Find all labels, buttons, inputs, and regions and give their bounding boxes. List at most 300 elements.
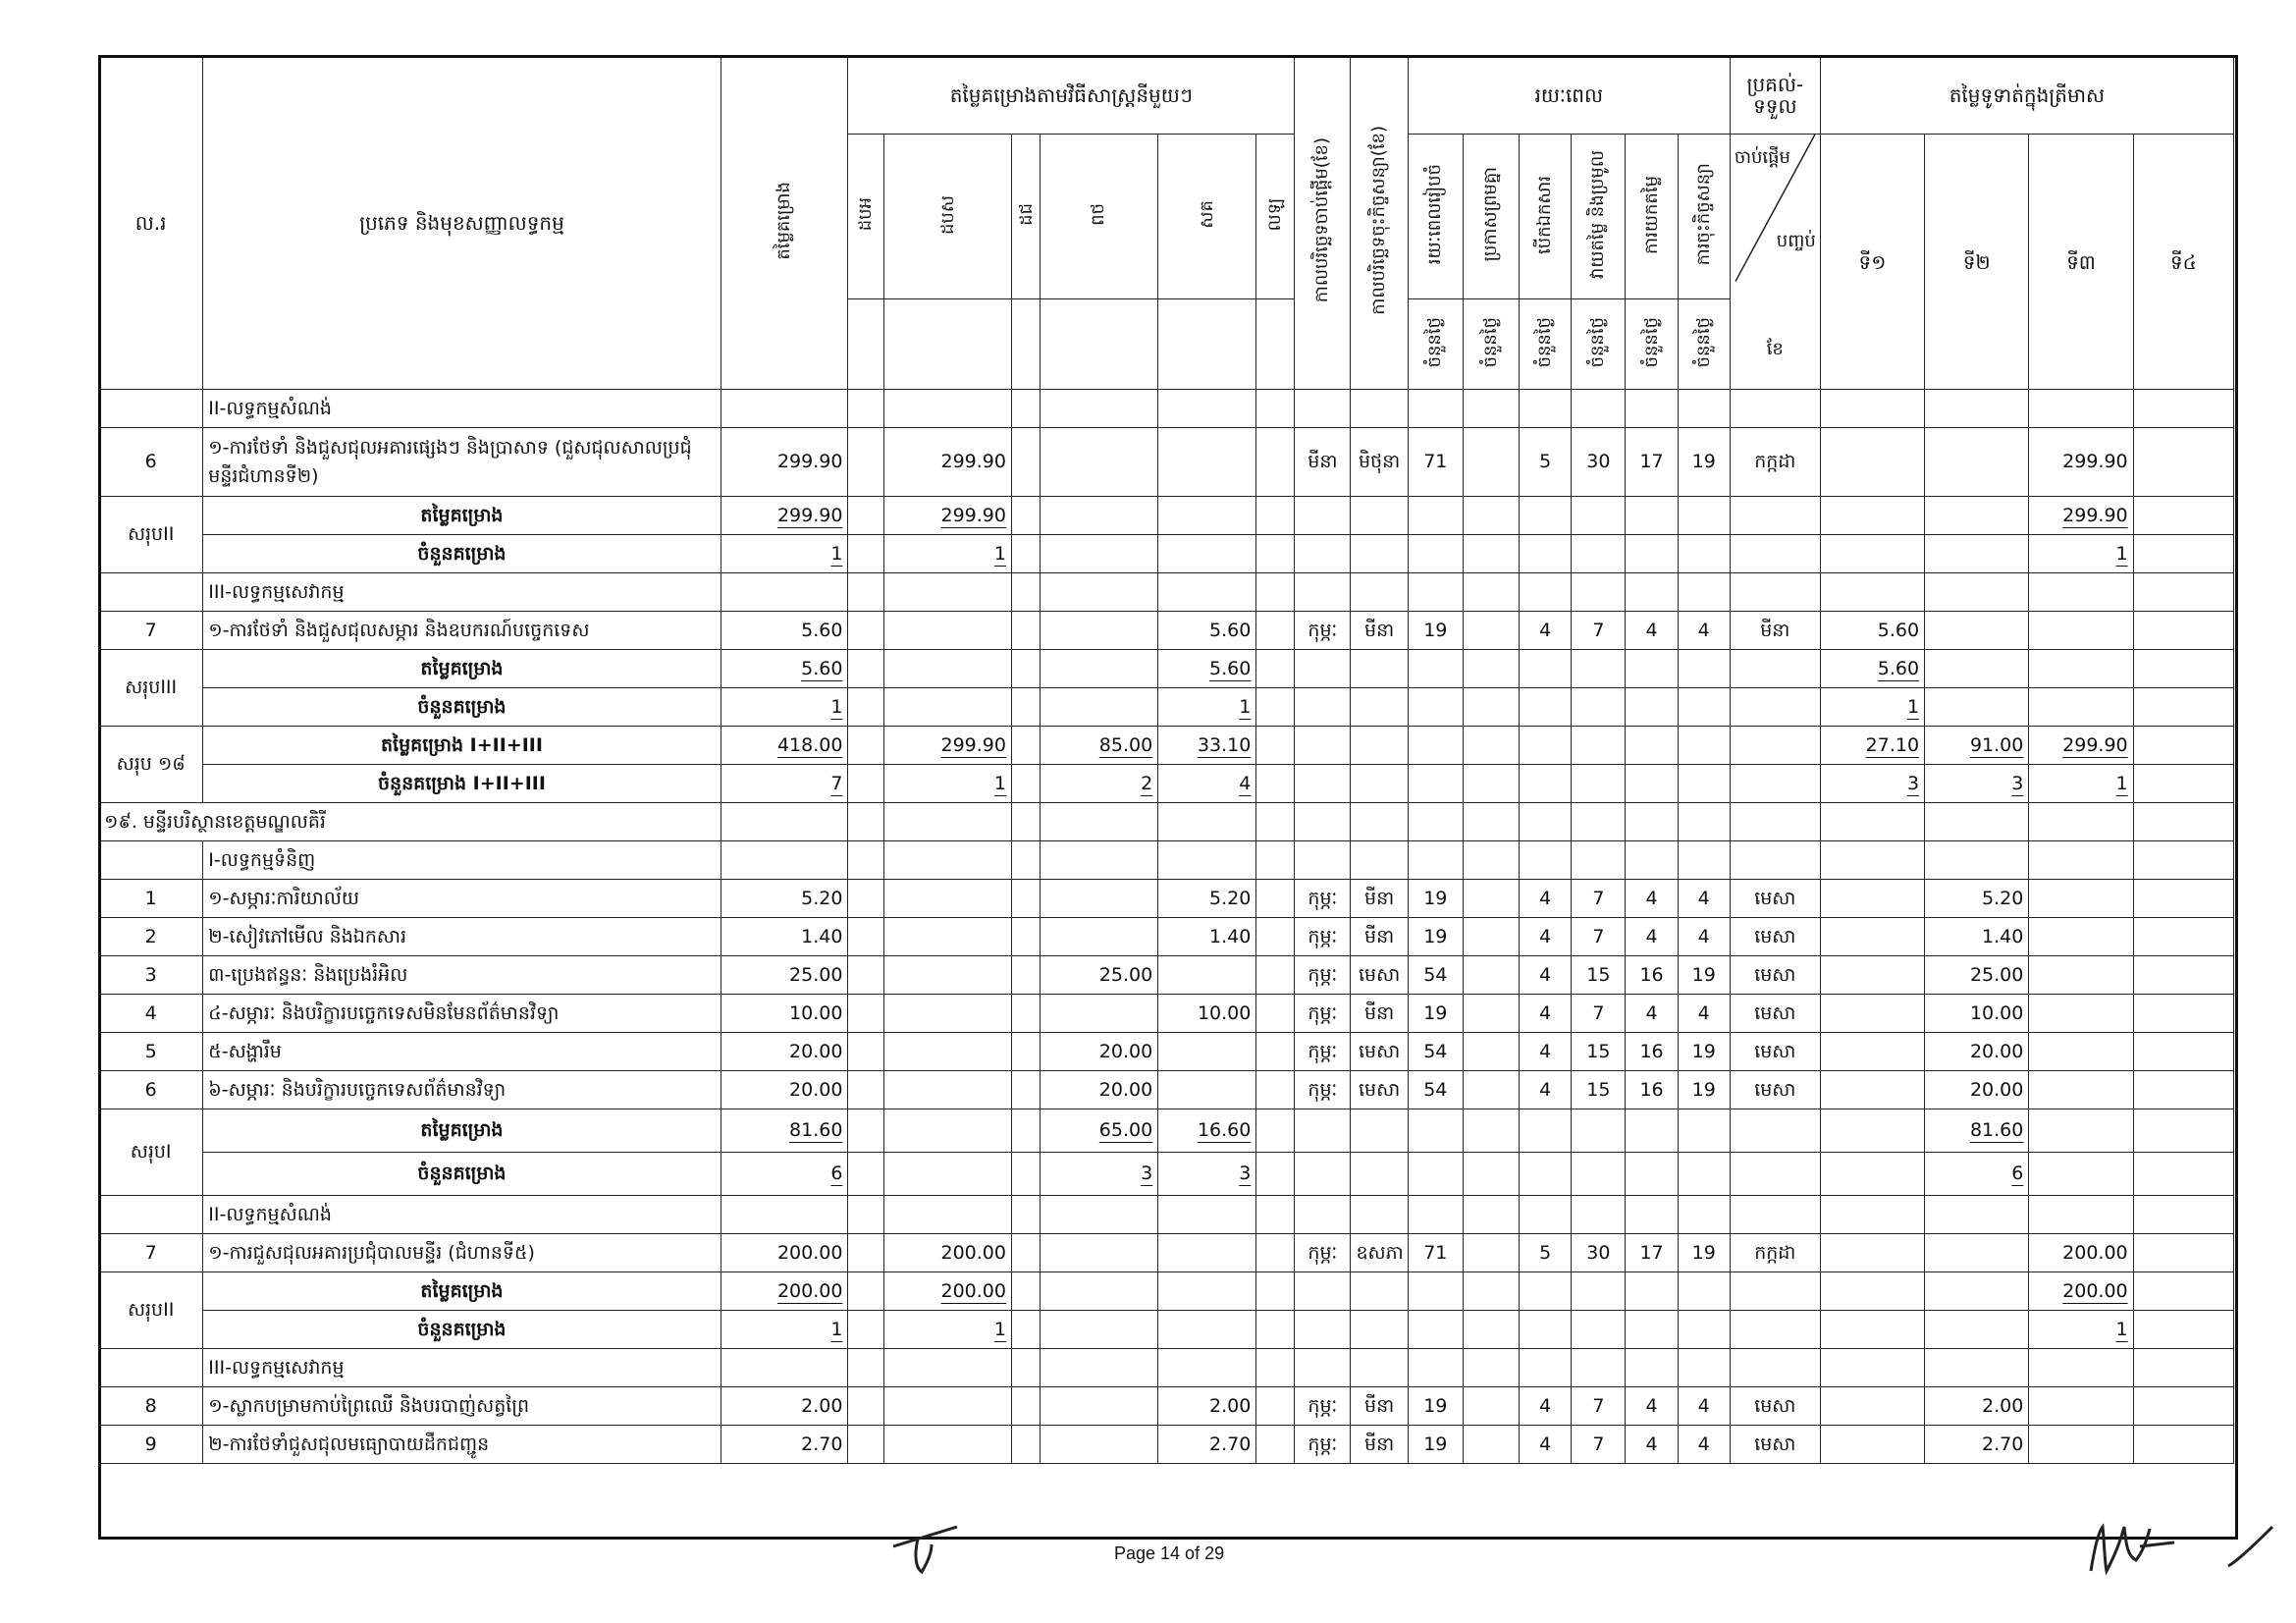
header-method-ll-sub <box>1256 299 1295 390</box>
row-q2: 2.70 <box>1925 1426 2029 1464</box>
row-duration-d1: 19 <box>1408 612 1463 650</box>
subtotal-q1-value: 3 <box>1906 772 1920 794</box>
subtotal-method-sk-value: 1 <box>1239 695 1252 718</box>
row-method-dj <box>1011 1234 1040 1272</box>
row-method-dbs <box>884 1033 1012 1071</box>
header-dur-contract: ការចុះកិច្ចសន្យា <box>1678 135 1730 299</box>
subtotal-estimate-value: 1 <box>830 695 843 718</box>
empty-cell <box>1520 765 1572 803</box>
row-duration-d5: 4 <box>1626 918 1678 956</box>
empty-cell <box>848 573 884 612</box>
empty-cell <box>2133 390 2233 428</box>
row-duration-d5: 16 <box>1626 1071 1678 1109</box>
subtotal-q1-value: 1 <box>1906 695 1920 718</box>
empty-cell <box>1730 1153 1820 1196</box>
row-duration-d4: 30 <box>1572 428 1626 497</box>
row-duration-d4: 15 <box>1572 956 1626 995</box>
empty-cell <box>1256 1349 1295 1387</box>
section-title: I-លទ្ធកម្មទំនិញ <box>203 841 721 880</box>
empty-cell <box>1408 390 1463 428</box>
empty-cell <box>1520 650 1572 688</box>
header-method-dbs: ដបស <box>884 135 1012 299</box>
empty-cell <box>1678 765 1730 803</box>
empty-cell <box>1463 1272 1519 1311</box>
row-duration-d3: 4 <box>1520 995 1572 1033</box>
empty-cell <box>848 1196 884 1234</box>
empty-cell <box>1408 688 1463 727</box>
procurement-table <box>98 55 2234 1464</box>
subtotal-method-sk <box>1158 535 1256 573</box>
empty-cell <box>721 573 848 612</box>
row-method-sk <box>1158 1033 1256 1071</box>
empty-cell <box>2029 1196 2133 1234</box>
section-title: III-លទ្ធកម្មសេវាកម្ម <box>203 573 721 612</box>
header-delivery-diagonal <box>1730 135 1820 390</box>
empty-cell <box>1408 1311 1463 1349</box>
subtotal-estimate <box>721 688 848 727</box>
empty-cell <box>1463 1196 1519 1234</box>
subtotal-method-pt <box>1040 1109 1158 1153</box>
row-estimate: 20.00 <box>721 1071 848 1109</box>
subtotal-value-row <box>99 727 2234 765</box>
subtotal-method-dbs-value: 1 <box>993 1318 1006 1340</box>
empty-cell <box>1678 803 1730 841</box>
row-method-dbs <box>884 918 1012 956</box>
row-method-pt <box>1040 428 1158 497</box>
table-row <box>99 1234 2234 1272</box>
subtotal-method-dbs-value: 1 <box>993 772 1006 794</box>
empty-cell <box>1351 803 1408 841</box>
empty-cell <box>1256 535 1295 573</box>
empty-cell <box>1256 1109 1295 1153</box>
empty-cell <box>1351 1109 1408 1153</box>
empty-cell <box>1040 1196 1158 1234</box>
row-q2 <box>1925 612 2029 650</box>
subtotal-q4 <box>2133 497 2233 535</box>
row-method-dj <box>1011 880 1040 918</box>
table-row <box>99 612 2234 650</box>
row-description: ២-ការថែទាំជួសជុលមធ្យោបាយដឹកជញ្ជូន <box>203 1426 721 1464</box>
row-duration-d6: 4 <box>1678 612 1730 650</box>
empty-cell <box>1011 390 1040 428</box>
empty-cell <box>1256 803 1295 841</box>
row-duration-d2 <box>1463 1234 1519 1272</box>
subtotal-count-row <box>99 535 2234 573</box>
subtotal-method-sk-value: 16.60 <box>1197 1119 1252 1142</box>
row-contract-month: មីនា <box>1351 880 1408 918</box>
empty-cell <box>1463 841 1519 880</box>
row-contract-month: មេសា <box>1351 1033 1408 1071</box>
row-duration-d2 <box>1463 428 1519 497</box>
subtotal-value-row <box>99 1109 2234 1153</box>
row-method-pt <box>1040 880 1158 918</box>
row-method-ll <box>1256 1387 1295 1426</box>
table-row <box>99 428 2234 497</box>
row-method-dbor <box>848 612 884 650</box>
empty-cell <box>1463 688 1519 727</box>
empty-cell <box>1295 497 1351 535</box>
subtotal-q3 <box>2029 497 2133 535</box>
row-method-dbs <box>884 612 1012 650</box>
subtotal-method-pt <box>1040 1153 1158 1196</box>
subtotal-estimate-value: 200.00 <box>776 1279 843 1302</box>
subtotal-method-pt-value: 85.00 <box>1098 733 1153 756</box>
row-duration-d5: 16 <box>1626 1033 1678 1071</box>
row-q2: 1.40 <box>1925 918 2029 956</box>
subtotal-method-sk <box>1158 1109 1256 1153</box>
empty-cell <box>1520 497 1572 535</box>
empty-cell <box>1626 727 1678 765</box>
row-q4 <box>2133 1234 2233 1272</box>
subtotal-estimate <box>721 497 848 535</box>
row-duration-d5: 4 <box>1626 1387 1678 1426</box>
row-method-dj <box>1011 956 1040 995</box>
row-estimate: 2.00 <box>721 1387 848 1426</box>
row-delivery-month: មេសា <box>1730 995 1820 1033</box>
empty-cell <box>1572 573 1626 612</box>
row-no: 3 <box>99 956 203 995</box>
empty-cell <box>1520 803 1572 841</box>
subtotal-estimate <box>721 1311 848 1349</box>
empty-cell <box>1925 841 2029 880</box>
subtotal-method-dbs <box>884 1153 1012 1196</box>
empty-cell <box>884 1349 1012 1387</box>
subtotal-method-sk <box>1158 765 1256 803</box>
empty-cell <box>1626 1272 1678 1311</box>
row-method-sk <box>1158 1234 1256 1272</box>
row-method-dbs <box>884 956 1012 995</box>
row-duration-d2 <box>1463 956 1519 995</box>
empty-cell <box>2029 841 2133 880</box>
row-q4 <box>2133 956 2233 995</box>
row-estimate: 200.00 <box>721 1234 848 1272</box>
row-q2: 5.20 <box>1925 880 2029 918</box>
row-duration-d3: 4 <box>1520 1033 1572 1071</box>
subtotal-method-dbor <box>848 497 884 535</box>
empty-cell <box>1820 1349 1924 1387</box>
header-method-sk-sub <box>1158 299 1256 390</box>
empty-cell <box>1520 573 1572 612</box>
row-duration-d6: 4 <box>1678 1426 1730 1464</box>
subtotal-caption: តម្លៃគម្រោង <box>203 497 721 535</box>
empty-cell <box>1256 573 1295 612</box>
row-q1 <box>1820 880 1924 918</box>
empty-cell <box>1295 727 1351 765</box>
row-method-dbor <box>848 1387 884 1426</box>
empty-cell <box>1820 803 1924 841</box>
empty-cell <box>1463 1153 1519 1196</box>
empty-cell <box>1408 803 1463 841</box>
subtotal-method-dbor <box>848 688 884 727</box>
row-method-ll <box>1256 918 1295 956</box>
row-duration-d1: 19 <box>1408 1387 1463 1426</box>
subtotal-q2 <box>1925 1109 2029 1153</box>
subtotal-method-dbor <box>848 1153 884 1196</box>
empty-cell <box>1408 650 1463 688</box>
header-method-dbs-sub <box>884 299 1012 390</box>
row-method-dbor <box>848 918 884 956</box>
empty-cell <box>1626 573 1678 612</box>
row-method-dj <box>1011 918 1040 956</box>
row-contract-month: មីនា <box>1351 1387 1408 1426</box>
subtotal-count-row <box>99 1311 2234 1349</box>
row-duration-d3: 4 <box>1520 956 1572 995</box>
header-days-6: ចំនួនថ្ងៃ <box>1678 299 1730 390</box>
header-days-1: ចំនួនថ្ងៃ <box>1408 299 1463 390</box>
empty-cell <box>1408 1109 1463 1153</box>
header-days-3: ចំនួនថ្ងៃ <box>1520 299 1572 390</box>
empty-cell <box>1520 1349 1572 1387</box>
table-row <box>99 956 2234 995</box>
row-no: 9 <box>99 1426 203 1464</box>
empty-cell <box>1295 390 1351 428</box>
empty-cell <box>1626 765 1678 803</box>
row-start-month: កុម្ភៈ <box>1295 1387 1351 1426</box>
empty-cell <box>2029 803 2133 841</box>
row-duration-d4: 7 <box>1572 918 1626 956</box>
empty-cell <box>1678 535 1730 573</box>
subtotal-q3 <box>2029 1311 2133 1349</box>
empty-cell <box>1626 497 1678 535</box>
empty-cell <box>1678 497 1730 535</box>
row-duration-d3: 5 <box>1520 1234 1572 1272</box>
empty-cell <box>1351 390 1408 428</box>
initials-signature-right <box>2081 1517 2277 1586</box>
row-method-sk: 5.60 <box>1158 612 1256 650</box>
empty-cell <box>1520 390 1572 428</box>
subtotal-q1 <box>1820 1153 1924 1196</box>
row-method-dbor <box>848 1234 884 1272</box>
row-method-sk: 10.00 <box>1158 995 1256 1033</box>
row-method-ll <box>1256 1426 1295 1464</box>
procurement-plan-sheet <box>98 55 2234 1534</box>
row-method-dbor <box>848 956 884 995</box>
subtotal-estimate <box>721 765 848 803</box>
subtotal-q2 <box>1925 727 2029 765</box>
subtotal-q4 <box>2133 727 2233 765</box>
empty-cell <box>1730 841 1820 880</box>
header-method-pt-sub <box>1040 299 1158 390</box>
row-no: 2 <box>99 918 203 956</box>
empty-cell <box>848 390 884 428</box>
empty-cell <box>1820 573 1924 612</box>
row-duration-d4: 7 <box>1572 1426 1626 1464</box>
row-delivery-month: មេសា <box>1730 1426 1820 1464</box>
empty-cell <box>1295 1109 1351 1153</box>
row-q3 <box>2029 1071 2133 1109</box>
empty-no <box>99 1196 203 1234</box>
subtotal-q3 <box>2029 1272 2133 1311</box>
row-q3 <box>2029 1387 2133 1426</box>
empty-cell <box>1011 841 1040 880</box>
row-duration-d1: 54 <box>1408 956 1463 995</box>
subtotal-method-sk <box>1158 650 1256 688</box>
row-duration-d2 <box>1463 1387 1519 1426</box>
subtotal-caption: តម្លៃគម្រោង I+II+III <box>203 727 721 765</box>
subtotal-q2 <box>1925 765 2029 803</box>
empty-cell <box>1572 1311 1626 1349</box>
empty-cell <box>1295 803 1351 841</box>
row-method-dj <box>1011 1033 1040 1071</box>
subtotal-q1 <box>1820 1272 1924 1311</box>
row-duration-d4: 30 <box>1572 1234 1626 1272</box>
empty-cell <box>1730 688 1820 727</box>
subtotal-q4 <box>2133 1109 2233 1153</box>
row-duration-d1: 54 <box>1408 1033 1463 1071</box>
row-description: ១-ការថែទាំ និងជួសជុលសម្ភារ និងឧបករណ៍បច្ចេកទេស <box>203 612 721 650</box>
header-delivery: ប្រគល់-ទទួល <box>1730 56 1820 135</box>
row-q2 <box>1925 428 2029 497</box>
empty-cell <box>1158 803 1256 841</box>
empty-cell <box>1463 535 1519 573</box>
subtotal-method-dj <box>1011 497 1040 535</box>
subtotal-estimate-value: 299.90 <box>776 504 843 526</box>
row-description: ១-ការថែទាំ និងជួសជុលអគារផ្សេងៗ និងប្រាសាទ (ជួសជុលសាលប្រជុំមន្ទីរជំហានទី២) <box>203 428 721 497</box>
header-method-dbor-sub <box>848 299 884 390</box>
empty-cell <box>1408 841 1463 880</box>
empty-cell <box>1351 1153 1408 1196</box>
row-q4 <box>2133 1426 2233 1464</box>
subtotal-q3 <box>2029 650 2133 688</box>
row-q1 <box>1820 1234 1924 1272</box>
row-q1 <box>1820 918 1924 956</box>
subtotal-q1-value: 27.10 <box>1865 733 1920 756</box>
empty-cell <box>1520 1109 1572 1153</box>
row-delivery-month: មេសា <box>1730 880 1820 918</box>
row-delivery-month: មេសា <box>1730 1387 1820 1426</box>
subtotal-estimate <box>721 1153 848 1196</box>
row-no: 6 <box>99 428 203 497</box>
subtotal-q1 <box>1820 727 1924 765</box>
subtotal-method-dbs <box>884 727 1012 765</box>
empty-cell <box>1572 497 1626 535</box>
subtotal-q2 <box>1925 535 2029 573</box>
header-estimate: តម្លៃគម្រោង <box>721 56 848 390</box>
header-start-month: កាលបរិច្ឆេទចាប់ផ្តើម(ខែ) <box>1295 56 1351 390</box>
row-start-month: កុម្ភៈ <box>1295 956 1351 995</box>
subtotal-q4 <box>2133 1272 2233 1311</box>
subtotal-method-pt-value: 65.00 <box>1098 1119 1153 1142</box>
empty-cell <box>2029 573 2133 612</box>
empty-cell <box>1626 535 1678 573</box>
empty-cell <box>1626 1311 1678 1349</box>
subtotal-q2-value: 3 <box>2011 772 2024 794</box>
row-method-sk: 1.40 <box>1158 918 1256 956</box>
header-dur-price: ការយកតម្លៃ <box>1626 135 1678 299</box>
subtotal-q3 <box>2029 1153 2133 1196</box>
empty-cell <box>848 841 884 880</box>
subtotal-q4 <box>2133 765 2233 803</box>
empty-cell <box>2133 803 2233 841</box>
row-no: 7 <box>99 1234 203 1272</box>
row-no: 7 <box>99 612 203 650</box>
empty-cell <box>1256 1272 1295 1311</box>
empty-cell <box>1925 573 2029 612</box>
subtotal-estimate-value: 5.60 <box>801 657 843 679</box>
subtotal-q4 <box>2133 688 2233 727</box>
row-contract-month: មិថុនា <box>1351 428 1408 497</box>
row-method-pt <box>1040 1234 1158 1272</box>
row-contract-month: ឧសភា <box>1351 1234 1408 1272</box>
subtotal-method-pt <box>1040 1272 1158 1311</box>
row-q3 <box>2029 1426 2133 1464</box>
subtotal-label: សរុបII <box>99 1272 203 1349</box>
row-method-pt <box>1040 1387 1158 1426</box>
subtotal-value-row <box>99 650 2234 688</box>
row-method-sk <box>1158 956 1256 995</box>
row-method-dbs <box>884 1071 1012 1109</box>
row-duration-d1: 54 <box>1408 1071 1463 1109</box>
row-duration-d6: 19 <box>1678 1234 1730 1272</box>
row-method-sk: 2.70 <box>1158 1426 1256 1464</box>
row-method-sk: 5.20 <box>1158 880 1256 918</box>
subtotal-caption: ចំនួនគម្រោង <box>203 688 721 727</box>
row-duration-d3: 4 <box>1520 1387 1572 1426</box>
subtotal-caption: ចំនួនគម្រោង <box>203 535 721 573</box>
subtotal-count-row <box>99 765 2234 803</box>
row-description: ៤-សម្ភារៈ និងបរិក្ខារបច្ចេកទេសមិនមែនព័ត៌មានវិទ្យា <box>203 995 721 1033</box>
subtotal-method-dbs <box>884 650 1012 688</box>
subtotal-method-sk <box>1158 497 1256 535</box>
subtotal-label: សរុប ១៨ <box>99 727 203 803</box>
empty-cell <box>2133 573 2233 612</box>
empty-cell <box>1408 1272 1463 1311</box>
empty-cell <box>1158 390 1256 428</box>
row-q1 <box>1820 956 1924 995</box>
subtotal-estimate-value: 418.00 <box>776 733 843 756</box>
row-duration-d4: 7 <box>1572 995 1626 1033</box>
empty-cell <box>2029 390 2133 428</box>
row-q4 <box>2133 995 2233 1033</box>
empty-cell <box>1572 535 1626 573</box>
subtotal-q3-value: 1 <box>2115 1318 2128 1340</box>
subtotal-q3-value: 1 <box>2115 772 2128 794</box>
row-duration-d4: 7 <box>1572 612 1626 650</box>
table-row <box>99 1033 2234 1071</box>
header-q2: ទី២ <box>1925 135 2029 390</box>
row-duration-d5: 4 <box>1626 880 1678 918</box>
row-q1 <box>1820 428 1924 497</box>
empty-cell <box>1678 1153 1730 1196</box>
subtotal-caption: ចំនួនគម្រោង I+II+III <box>203 765 721 803</box>
row-duration-d1: 19 <box>1408 995 1463 1033</box>
ministry-title: ១៩. មន្ទីរបរិស្ថានខេត្តមណ្ឌលគិរី <box>99 803 721 841</box>
row-method-pt <box>1040 1426 1158 1464</box>
row-method-ll <box>1256 612 1295 650</box>
empty-cell <box>1351 841 1408 880</box>
subtotal-q4 <box>2133 1311 2233 1349</box>
row-method-pt: 25.00 <box>1040 956 1158 995</box>
subtotal-estimate <box>721 1272 848 1311</box>
empty-cell <box>2133 1349 2233 1387</box>
empty-cell <box>1011 573 1040 612</box>
empty-cell <box>1572 688 1626 727</box>
subtotal-q2-value: 91.00 <box>1969 733 2024 756</box>
empty-cell <box>1520 1196 1572 1234</box>
empty-cell <box>1158 573 1256 612</box>
empty-cell <box>1351 650 1408 688</box>
subtotal-method-dbor <box>848 727 884 765</box>
header-dur-announce: ប្រកាសព្រមគ្នា <box>1463 135 1519 299</box>
row-start-month: កុម្ភៈ <box>1295 880 1351 918</box>
subtotal-label: សរុបII <box>99 497 203 573</box>
row-duration-d2 <box>1463 880 1519 918</box>
subtotal-method-dbor <box>848 650 884 688</box>
row-method-dbs: 299.90 <box>884 428 1012 497</box>
subtotal-method-sk-value: 4 <box>1239 772 1252 794</box>
header-q3: ទី៣ <box>2029 135 2133 390</box>
empty-cell <box>1730 765 1820 803</box>
